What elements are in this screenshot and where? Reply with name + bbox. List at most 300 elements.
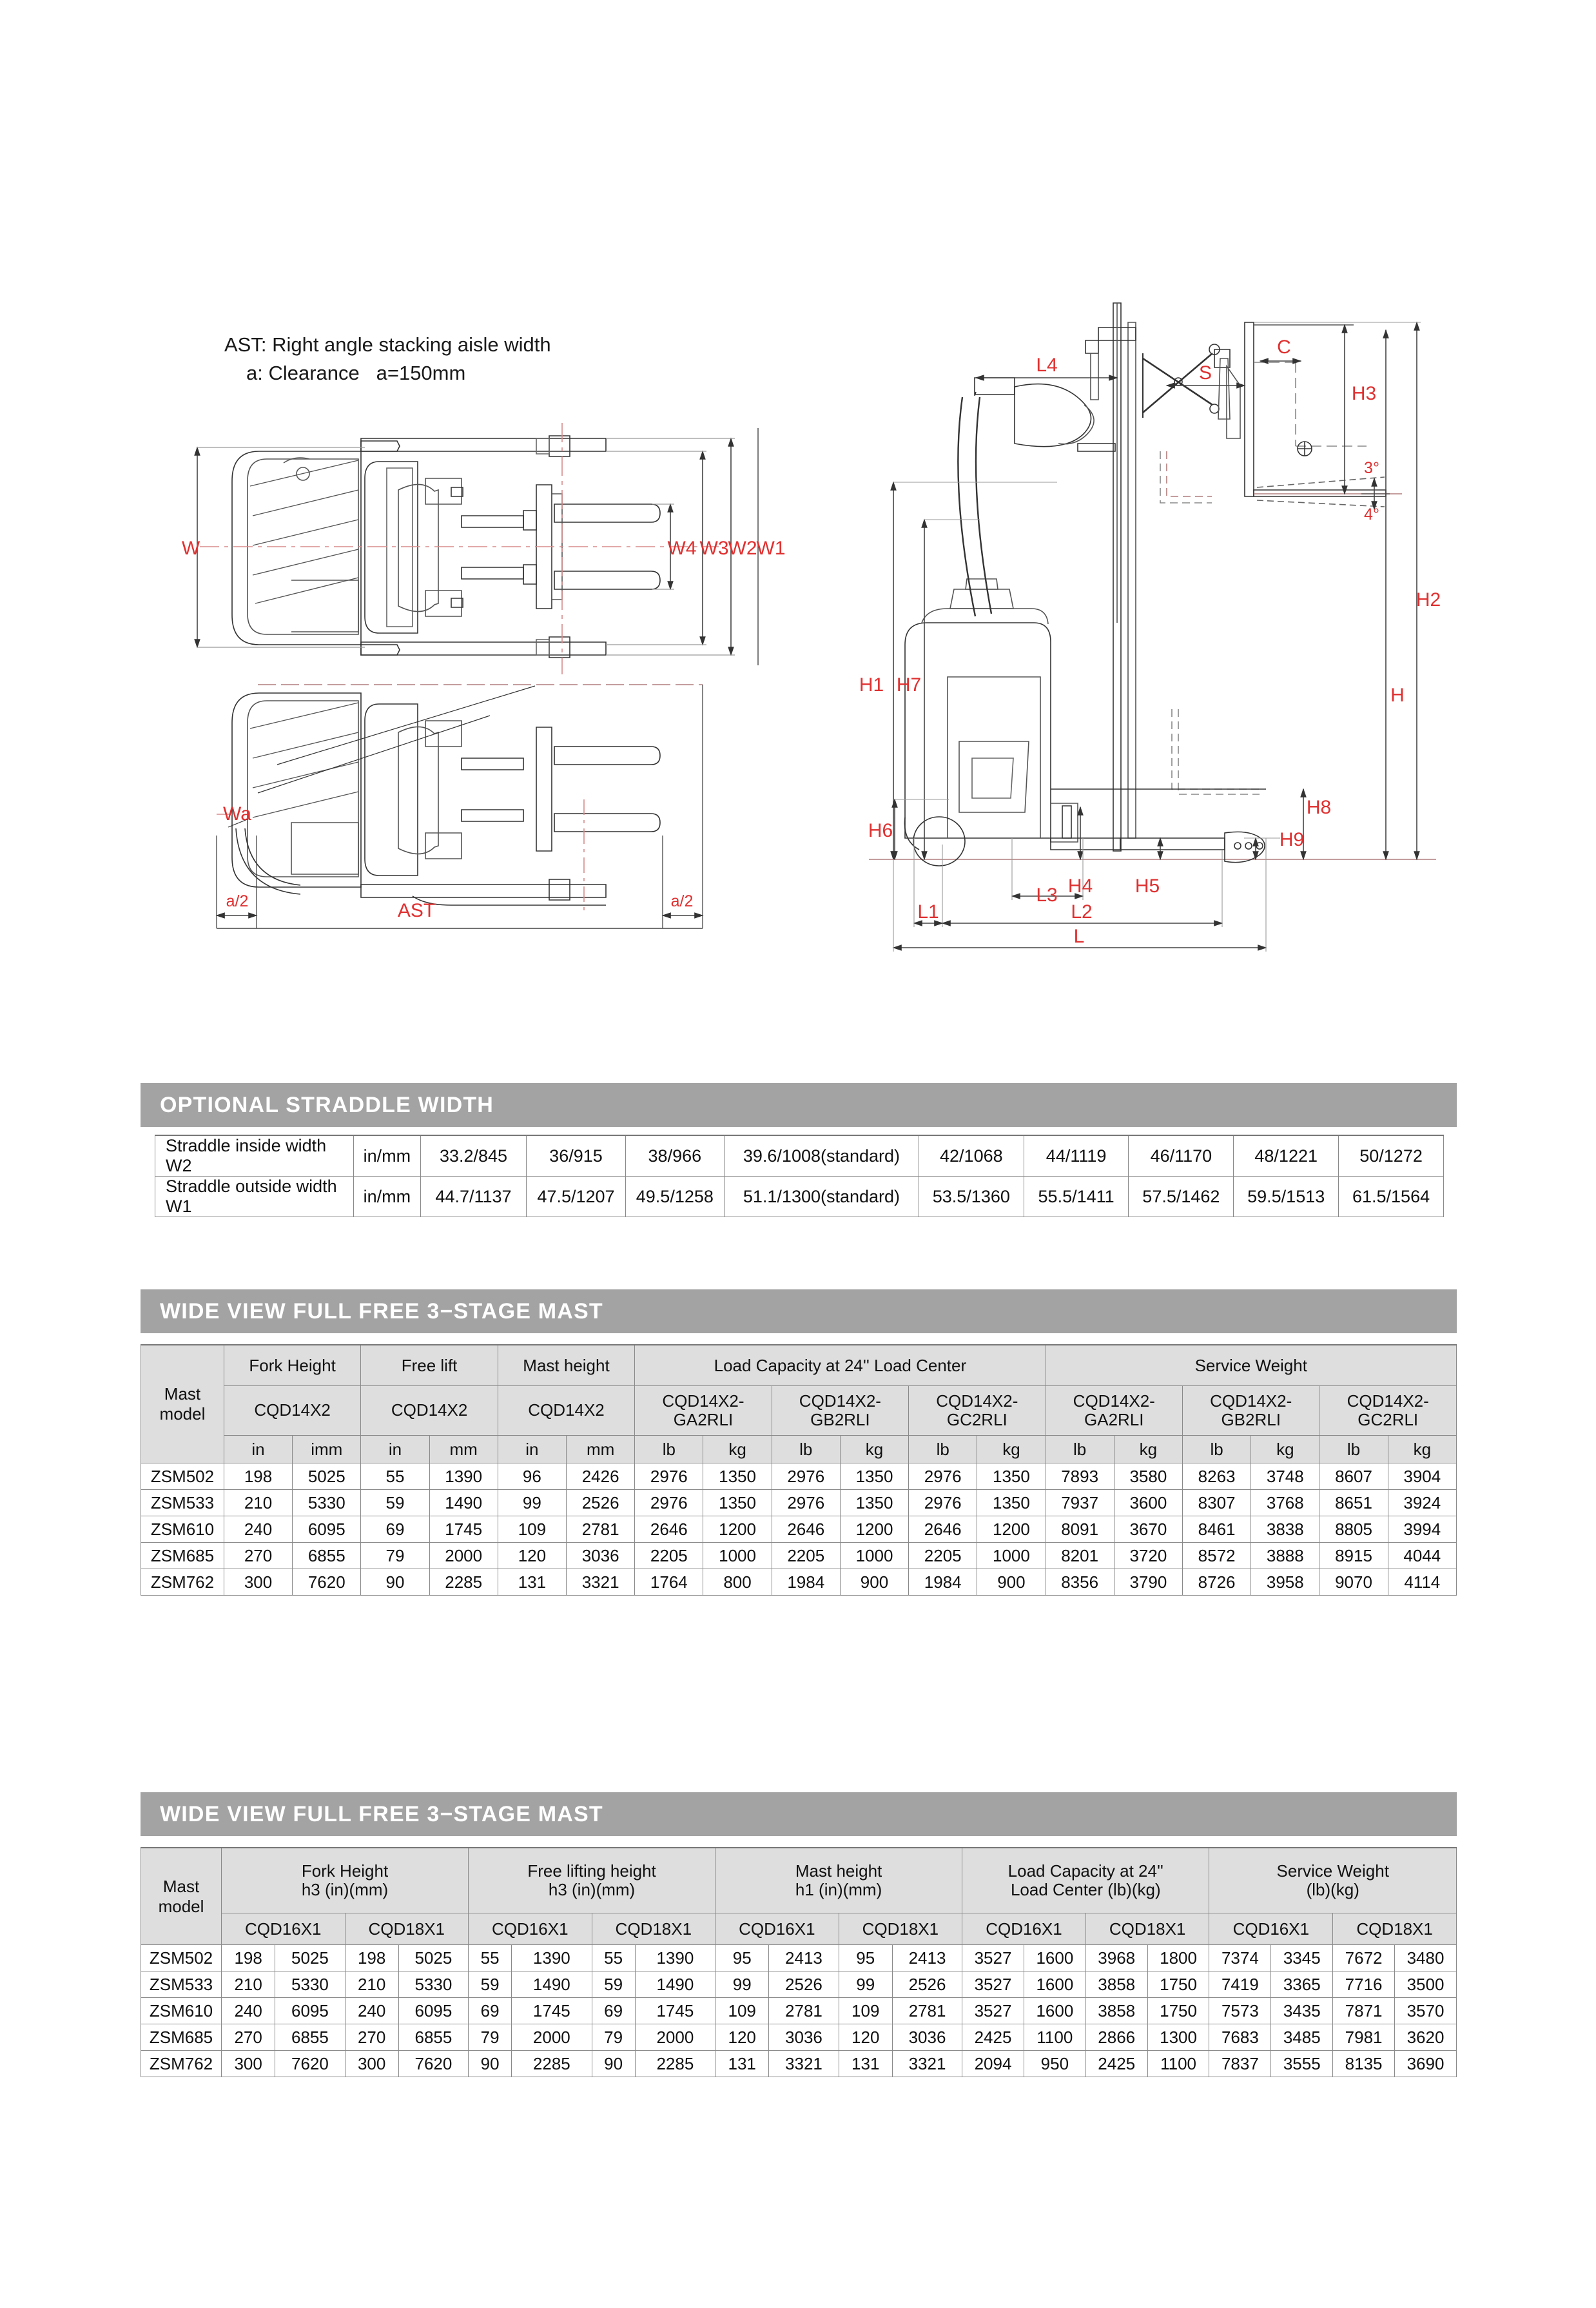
- dim-label-L2: L2: [1071, 901, 1093, 923]
- mast-data-cell: 5330: [398, 1971, 468, 1998]
- mast-data-cell: 55: [361, 1463, 429, 1490]
- mast-data-cell: 120: [839, 2024, 892, 2051]
- table-row: [141, 1490, 1457, 1516]
- table-row: [141, 1971, 1457, 1998]
- dim-label-W3: W3: [699, 538, 729, 559]
- mast-model-header: CQD18X1: [592, 1913, 715, 1945]
- mast-data-cell: 3500: [1395, 1971, 1457, 1998]
- mast-data-cell: 2976: [635, 1490, 703, 1516]
- mast-data-cell: 2866: [1085, 2024, 1147, 2051]
- mast-data-cell: 1764: [635, 1569, 703, 1596]
- mast-data-cell: 1300: [1147, 2024, 1209, 2051]
- straddle-cell: 57.5/1462: [1129, 1177, 1234, 1217]
- dim-label-L: L: [1073, 926, 1085, 947]
- dim-label-H7: H7: [896, 674, 922, 696]
- mast-data-cell: 3580: [1114, 1463, 1182, 1490]
- mast-data-cell: 55: [592, 1945, 635, 1971]
- mast-group-header: Service Weight: [1046, 1345, 1456, 1386]
- mast-data-cell: 270: [224, 1543, 292, 1569]
- straddle-cell: 51.1/1300(standard): [725, 1177, 919, 1217]
- mast-data-cell: 2976: [909, 1490, 977, 1516]
- mast-data-cell: 131: [839, 2051, 892, 2077]
- mast-data-cell: 3670: [1114, 1516, 1182, 1543]
- dim-label-a-half-right: a/2: [670, 892, 694, 910]
- mast-model-header: CQD14X2- GC2RLI: [1319, 1386, 1457, 1436]
- straddle-row-unit: in/mm: [354, 1135, 421, 1177]
- mast-unit-header: lb: [1182, 1436, 1251, 1463]
- table-header-row: [141, 1345, 1457, 1386]
- mast-data-cell: 7937: [1046, 1490, 1114, 1516]
- mast-data-cell: 69: [469, 1998, 512, 2024]
- dim-label-W: W: [181, 538, 200, 559]
- mast-data-cell: 55: [469, 1945, 512, 1971]
- mast-data-cell: 8135: [1333, 2051, 1395, 2077]
- mast-model-cell: ZSM762: [141, 1569, 224, 1596]
- mast-data-cell: 131: [715, 2051, 769, 2077]
- mast-data-cell: 6855: [293, 1543, 361, 1569]
- mast-data-cell: 1350: [840, 1490, 908, 1516]
- mast-model-header: CQD16X1: [1209, 1913, 1333, 1945]
- mast-data-cell: 1750: [1147, 1998, 1209, 2024]
- mast-data-cell: 2426: [567, 1463, 635, 1490]
- mast-data-cell: 1000: [703, 1543, 772, 1569]
- mast-data-cell: 3888: [1251, 1543, 1319, 1569]
- mast-unit-header: in: [224, 1436, 292, 1463]
- dim-label-S: S: [1198, 362, 1212, 384]
- mast-data-cell: 1490: [635, 1971, 715, 1998]
- mast-data-cell: 270: [222, 2024, 275, 2051]
- mast-data-cell: 8307: [1182, 1490, 1251, 1516]
- mast-data-cell: 3690: [1395, 2051, 1457, 2077]
- mast-data-cell: 5025: [398, 1945, 468, 1971]
- mast-data-cell: 198: [345, 1945, 398, 1971]
- mast-data-cell: 2526: [567, 1490, 635, 1516]
- mast-data-cell: 2976: [909, 1463, 977, 1490]
- mast-model-header: CQD16X1: [222, 1913, 345, 1945]
- mast-data-cell: 120: [715, 2024, 769, 2051]
- mast-data-cell: 7419: [1209, 1971, 1271, 1998]
- mast-data-cell: 3527: [962, 1971, 1024, 1998]
- mast-group-header: Free lifting height h3 (in)(mm): [469, 1848, 715, 1913]
- mast-data-cell: 800: [703, 1569, 772, 1596]
- dim-label-tilt-4deg: 4°: [1364, 505, 1379, 523]
- dim-label-AST: AST: [397, 900, 436, 921]
- dim-label-Wa: Wa: [223, 803, 251, 825]
- dim-label-a-half-left: a/2: [226, 892, 249, 910]
- mast-data-cell: 1000: [977, 1543, 1046, 1569]
- straddle-cell: 44/1119: [1024, 1135, 1129, 1177]
- mast-data-cell: 5025: [293, 1463, 361, 1490]
- mast-model-header: CQD16X1: [469, 1913, 592, 1945]
- mast-data-cell: 3036: [892, 2024, 962, 2051]
- mast-unit-header: kg: [840, 1436, 908, 1463]
- dim-label-H4: H4: [1067, 875, 1093, 897]
- mast-data-cell: 3485: [1271, 2024, 1333, 2051]
- mast-data-cell: 2526: [769, 1971, 839, 1998]
- table-row: [155, 1177, 1444, 1217]
- straddle-cell: 38/966: [625, 1135, 724, 1177]
- dim-label-H1: H1: [859, 674, 884, 696]
- mast-model-header: CQD14X2- GB2RLI: [772, 1386, 908, 1436]
- dim-label-H5: H5: [1134, 875, 1160, 897]
- mast-model-cell: ZSM502: [141, 1463, 224, 1490]
- dim-label-W2: W2: [728, 538, 757, 559]
- mast-data-cell: 7374: [1209, 1945, 1271, 1971]
- mast-unit-header: imm: [293, 1436, 361, 1463]
- mast-data-cell: 90: [361, 1569, 429, 1596]
- mast-unit-header: in: [361, 1436, 429, 1463]
- mast-data-cell: 7716: [1333, 1971, 1395, 1998]
- mast-data-cell: 99: [498, 1490, 566, 1516]
- straddle-cell: 44.7/1137: [420, 1177, 527, 1217]
- mast-unit-header: lb: [909, 1436, 977, 1463]
- dim-label-L4: L4: [1036, 355, 1058, 376]
- mast-data-cell: 3321: [769, 2051, 839, 2077]
- mast-model-cell: ZSM610: [141, 1998, 222, 2024]
- mast-group-header: Load Capacity at 24'' Load Center: [635, 1345, 1046, 1386]
- mast-data-cell: 3924: [1388, 1490, 1456, 1516]
- mast-data-cell: 3435: [1271, 1998, 1333, 2024]
- mast-model-cell: ZSM610: [141, 1516, 224, 1543]
- mast-data-cell: 3858: [1085, 1998, 1147, 2024]
- mast-data-cell: 3036: [567, 1543, 635, 1569]
- mast-data-cell: 1350: [977, 1490, 1046, 1516]
- mast-data-cell: 3968: [1085, 1945, 1147, 1971]
- mast-model-header: CQD18X1: [1333, 1913, 1457, 1945]
- mast-data-cell: 8651: [1319, 1490, 1388, 1516]
- mast-data-cell: 1350: [977, 1463, 1046, 1490]
- mast-data-cell: 2413: [769, 1945, 839, 1971]
- mast-data-cell: 7672: [1333, 1945, 1395, 1971]
- mast2-banner-label: WIDE VIEW FULL FREE 3−STAGE MAST: [160, 1801, 603, 1826]
- mast-data-cell: 3570: [1395, 1998, 1457, 2024]
- drawing-svg: [0, 0, 1596, 1032]
- mast-data-cell: 7620: [293, 1569, 361, 1596]
- mast-data-cell: 79: [592, 2024, 635, 2051]
- mast-data-cell: 131: [498, 1569, 566, 1596]
- mast1-banner: [141, 1289, 1457, 1333]
- table-row: [141, 1569, 1457, 1596]
- dim-label-H8: H8: [1306, 797, 1332, 818]
- mast-data-cell: 198: [224, 1463, 292, 1490]
- mast-data-cell: 3600: [1114, 1490, 1182, 1516]
- mast-data-cell: 1600: [1024, 1998, 1085, 2024]
- mast-data-cell: 1490: [429, 1490, 498, 1516]
- mast-group-header: Fork Height: [224, 1345, 360, 1386]
- straddle-cell: 59.5/1513: [1234, 1177, 1339, 1217]
- mast-data-cell: 1350: [840, 1463, 908, 1490]
- mast-group-header: Service Weight (lb)(kg): [1209, 1848, 1457, 1913]
- mast-model-header: CQD16X1: [715, 1913, 839, 1945]
- mast-unit-header: mm: [567, 1436, 635, 1463]
- mast-data-cell: 2205: [909, 1543, 977, 1569]
- mast-data-cell: 1390: [512, 1945, 592, 1971]
- straddle-banner: [141, 1083, 1457, 1127]
- mast-data-cell: 1984: [772, 1569, 840, 1596]
- mast-data-cell: 8805: [1319, 1516, 1388, 1543]
- dim-label-W4: W4: [667, 538, 697, 559]
- mast-data-cell: 7981: [1333, 2024, 1395, 2051]
- mast-unit-header: lb: [772, 1436, 840, 1463]
- mast-table-1: [141, 1344, 1457, 1596]
- mast1-banner-label: WIDE VIEW FULL FREE 3−STAGE MAST: [160, 1298, 603, 1324]
- dim-label-H9: H9: [1279, 829, 1305, 850]
- mast-data-cell: 1800: [1147, 1945, 1209, 1971]
- table-row: [141, 1516, 1457, 1543]
- mast-model-cell: ZSM533: [141, 1490, 224, 1516]
- mast-data-cell: 95: [839, 1945, 892, 1971]
- mast-data-cell: 300: [345, 2051, 398, 2077]
- mast-data-cell: 79: [469, 2024, 512, 2051]
- mast-data-cell: 2781: [769, 1998, 839, 2024]
- mast-data-cell: 1000: [840, 1543, 908, 1569]
- mast-model-cell: ZSM685: [141, 2024, 222, 2051]
- table-row: [141, 1998, 1457, 2024]
- mast-data-cell: 6855: [398, 2024, 468, 2051]
- corner-line2: model: [159, 1404, 206, 1423]
- dim-label-L1: L1: [917, 901, 939, 923]
- mast-data-cell: 3790: [1114, 1569, 1182, 1596]
- mast-model-header: CQD14X2: [361, 1386, 498, 1436]
- mast-model-header: CQD14X2: [498, 1386, 634, 1436]
- mast-data-cell: 300: [222, 2051, 275, 2077]
- mast-data-cell: 900: [977, 1569, 1046, 1596]
- mast-data-cell: 1100: [1147, 2051, 1209, 2077]
- mast-group-header: Free lift: [361, 1345, 498, 1386]
- mast-data-cell: 3958: [1251, 1569, 1319, 1596]
- mast-data-cell: 210: [222, 1971, 275, 1998]
- mast-data-cell: 8263: [1182, 1463, 1251, 1490]
- mast-unit-header: kg: [977, 1436, 1046, 1463]
- dim-label-W1: W1: [756, 538, 786, 559]
- mast-data-cell: 3345: [1271, 1945, 1333, 1971]
- mast-model-header: CQD18X1: [345, 1913, 469, 1945]
- mast-data-cell: 1200: [840, 1516, 908, 1543]
- straddle-cell: 49.5/1258: [625, 1177, 724, 1217]
- straddle-cell: 53.5/1360: [919, 1177, 1024, 1217]
- table-row: [141, 2024, 1457, 2051]
- mast-data-cell: 8461: [1182, 1516, 1251, 1543]
- mast-unit-header: mm: [429, 1436, 498, 1463]
- mast-data-cell: 3838: [1251, 1516, 1319, 1543]
- straddle-cell: 48/1221: [1234, 1135, 1339, 1177]
- mast-data-cell: 198: [222, 1945, 275, 1971]
- mast-data-cell: 2205: [635, 1543, 703, 1569]
- straddle-cell: 55.5/1411: [1024, 1177, 1129, 1217]
- mast-unit-header: lb: [1046, 1436, 1114, 1463]
- mast-data-cell: 8915: [1319, 1543, 1388, 1569]
- mast-data-cell: 240: [222, 1998, 275, 2024]
- dim-label-H6: H6: [868, 820, 893, 841]
- mast-data-cell: 3555: [1271, 2051, 1333, 2077]
- mast-model-cell: ZSM685: [141, 1543, 224, 1569]
- mast-data-cell: 7871: [1333, 1998, 1395, 2024]
- mast-unit-header: kg: [1114, 1436, 1182, 1463]
- mast-data-cell: 9070: [1319, 1569, 1388, 1596]
- mast-data-cell: 2285: [512, 2051, 592, 2077]
- mast-data-cell: 240: [345, 1998, 398, 2024]
- mast-data-cell: 96: [498, 1463, 566, 1490]
- mast-data-cell: 3994: [1388, 1516, 1456, 1543]
- mast-data-cell: 3321: [892, 2051, 962, 2077]
- mast-data-cell: 270: [345, 2024, 398, 2051]
- dim-label-H3: H3: [1351, 383, 1377, 404]
- mast-data-cell: 1350: [703, 1490, 772, 1516]
- mast-data-cell: 6095: [275, 1998, 345, 2024]
- straddle-row-unit: in/mm: [354, 1177, 421, 1217]
- mast-data-cell: 240: [224, 1516, 292, 1543]
- mast-data-cell: 2425: [1085, 2051, 1147, 2077]
- mast-data-cell: 59: [361, 1490, 429, 1516]
- table-row: [155, 1135, 1444, 1177]
- mast-data-cell: 8091: [1046, 1516, 1114, 1543]
- dim-label-tilt-3deg: 3°: [1364, 459, 1379, 477]
- mast-data-cell: 5330: [293, 1490, 361, 1516]
- mast-data-cell: 6095: [398, 1998, 468, 2024]
- mast-data-cell: 7573: [1209, 1998, 1271, 2024]
- mast-data-cell: 1745: [429, 1516, 498, 1543]
- mast-data-cell: 2646: [909, 1516, 977, 1543]
- mast-data-cell: 7620: [275, 2051, 345, 2077]
- mast-data-cell: 109: [839, 1998, 892, 2024]
- mast-data-cell: 2976: [772, 1463, 840, 1490]
- straddle-width-table: [155, 1135, 1444, 1217]
- mast-data-cell: 109: [715, 1998, 769, 2024]
- mast-model-header: CQD18X1: [1085, 1913, 1209, 1945]
- mast-model-header: CQD14X2- GA2RLI: [635, 1386, 772, 1436]
- mast-data-cell: 2205: [772, 1543, 840, 1569]
- straddle-row-label: Straddle inside width W2: [155, 1135, 354, 1177]
- table-header-row: [141, 1386, 1457, 1436]
- mast-group-header: Load Capacity at 24'' Load Center (lb)(kg): [962, 1848, 1209, 1913]
- mast-model-cell: ZSM533: [141, 1971, 222, 1998]
- mast-data-cell: 1745: [512, 1998, 592, 2024]
- corner-line2: model: [158, 1896, 204, 1916]
- mast-data-cell: 59: [469, 1971, 512, 1998]
- mast-data-cell: 1200: [703, 1516, 772, 1543]
- mast-data-cell: 1390: [635, 1945, 715, 1971]
- mast-model-header: CQD18X1: [839, 1913, 962, 1945]
- mast-data-cell: 2000: [429, 1543, 498, 1569]
- mast-data-cell: 1350: [703, 1463, 772, 1490]
- mast-group-header: Mast height: [498, 1345, 634, 1386]
- mast-data-cell: 6095: [293, 1516, 361, 1543]
- mast-data-cell: 210: [345, 1971, 398, 1998]
- mast-data-cell: 900: [840, 1569, 908, 1596]
- mast-data-cell: 5330: [275, 1971, 345, 1998]
- mast-data-cell: 7620: [398, 2051, 468, 2077]
- mast-model-corner-label: [141, 1345, 224, 1463]
- mast-data-cell: 99: [839, 1971, 892, 1998]
- mast-unit-header: in: [498, 1436, 566, 1463]
- table-row: [141, 1543, 1457, 1569]
- mast-data-cell: 300: [224, 1569, 292, 1596]
- mast-data-cell: 7683: [1209, 2024, 1271, 2051]
- mast-data-cell: 2526: [892, 1971, 962, 1998]
- mast-data-cell: 6855: [275, 2024, 345, 2051]
- mast-data-cell: 79: [361, 1543, 429, 1569]
- straddle-cell: 61.5/1564: [1339, 1177, 1444, 1217]
- mast-data-cell: 1600: [1024, 1971, 1085, 1998]
- mast-model-header: CQD16X1: [962, 1913, 1086, 1945]
- straddle-row-label: Straddle outside width W1: [155, 1177, 354, 1217]
- ast-note-line1: AST: Right angle stacking aisle width: [224, 333, 551, 356]
- mast-data-cell: 2646: [635, 1516, 703, 1543]
- mast-data-cell: 3620: [1395, 2024, 1457, 2051]
- mast-unit-header: kg: [1388, 1436, 1456, 1463]
- mast-data-cell: 4114: [1388, 1569, 1456, 1596]
- mast-data-cell: 3768: [1251, 1490, 1319, 1516]
- mast-data-cell: 1750: [1147, 1971, 1209, 1998]
- mast-data-cell: 2781: [892, 1998, 962, 2024]
- mast-data-cell: 3036: [769, 2024, 839, 2051]
- table-header-row: [141, 1848, 1457, 1913]
- mast-data-cell: 1490: [512, 1971, 592, 1998]
- mast-data-cell: 8572: [1182, 1543, 1251, 1569]
- mast-data-cell: 1600: [1024, 1945, 1085, 1971]
- mast-data-cell: 1745: [635, 1998, 715, 2024]
- straddle-cell: 50/1272: [1339, 1135, 1444, 1177]
- straddle-cell: 39.6/1008(standard): [725, 1135, 919, 1177]
- mast-unit-header: kg: [1251, 1436, 1319, 1463]
- mast-model-header: CQD14X2: [224, 1386, 360, 1436]
- dim-label-H: H: [1390, 685, 1405, 706]
- mast-data-cell: 3904: [1388, 1463, 1456, 1490]
- mast-data-cell: 2413: [892, 1945, 962, 1971]
- mast-data-cell: 210: [224, 1490, 292, 1516]
- straddle-cell: 47.5/1207: [527, 1177, 625, 1217]
- mast-data-cell: 69: [361, 1516, 429, 1543]
- mast-data-cell: 7893: [1046, 1463, 1114, 1490]
- mast-data-cell: 2781: [567, 1516, 635, 1543]
- mast-model-cell: ZSM762: [141, 2051, 222, 2077]
- mast-data-cell: 2094: [962, 2051, 1024, 2077]
- corner-line1: Mast: [162, 1876, 200, 1896]
- mast-data-cell: 2285: [635, 2051, 715, 2077]
- mast2-banner: [141, 1792, 1457, 1836]
- straddle-banner-label: OPTIONAL STRADDLE WIDTH: [160, 1092, 494, 1117]
- mast-data-cell: 69: [592, 1998, 635, 2024]
- straddle-cell: 46/1170: [1129, 1135, 1234, 1177]
- mast-data-cell: 2976: [635, 1463, 703, 1490]
- mast-data-cell: 90: [469, 2051, 512, 2077]
- table-header-row: [141, 1913, 1457, 1945]
- mast-data-cell: 8201: [1046, 1543, 1114, 1569]
- table-header-row: [141, 1436, 1457, 1463]
- mast-data-cell: 2976: [772, 1490, 840, 1516]
- mast-data-cell: 2000: [512, 2024, 592, 2051]
- technical-drawing-area: [0, 0, 1596, 1032]
- mast-data-cell: 99: [715, 1971, 769, 1998]
- mast-data-cell: 2425: [962, 2024, 1024, 2051]
- mast-data-cell: 3365: [1271, 1971, 1333, 1998]
- mast-unit-header: kg: [703, 1436, 772, 1463]
- mast-unit-header: lb: [635, 1436, 703, 1463]
- mast-data-cell: 2646: [772, 1516, 840, 1543]
- mast-group-header: Fork Height h3 (in)(mm): [222, 1848, 469, 1913]
- mast-model-header: CQD14X2- GB2RLI: [1182, 1386, 1319, 1436]
- mast-data-cell: 3480: [1395, 1945, 1457, 1971]
- mast-model-cell: ZSM502: [141, 1945, 222, 1971]
- mast-table-2: [141, 1847, 1457, 2077]
- mast-unit-header: lb: [1319, 1436, 1388, 1463]
- mast-data-cell: 3748: [1251, 1463, 1319, 1490]
- dim-label-C: C: [1277, 337, 1291, 358]
- mast-data-cell: 8726: [1182, 1569, 1251, 1596]
- mast-model-corner-label: [141, 1848, 222, 1945]
- mast-data-cell: 8607: [1319, 1463, 1388, 1490]
- mast-data-cell: 2000: [635, 2024, 715, 2051]
